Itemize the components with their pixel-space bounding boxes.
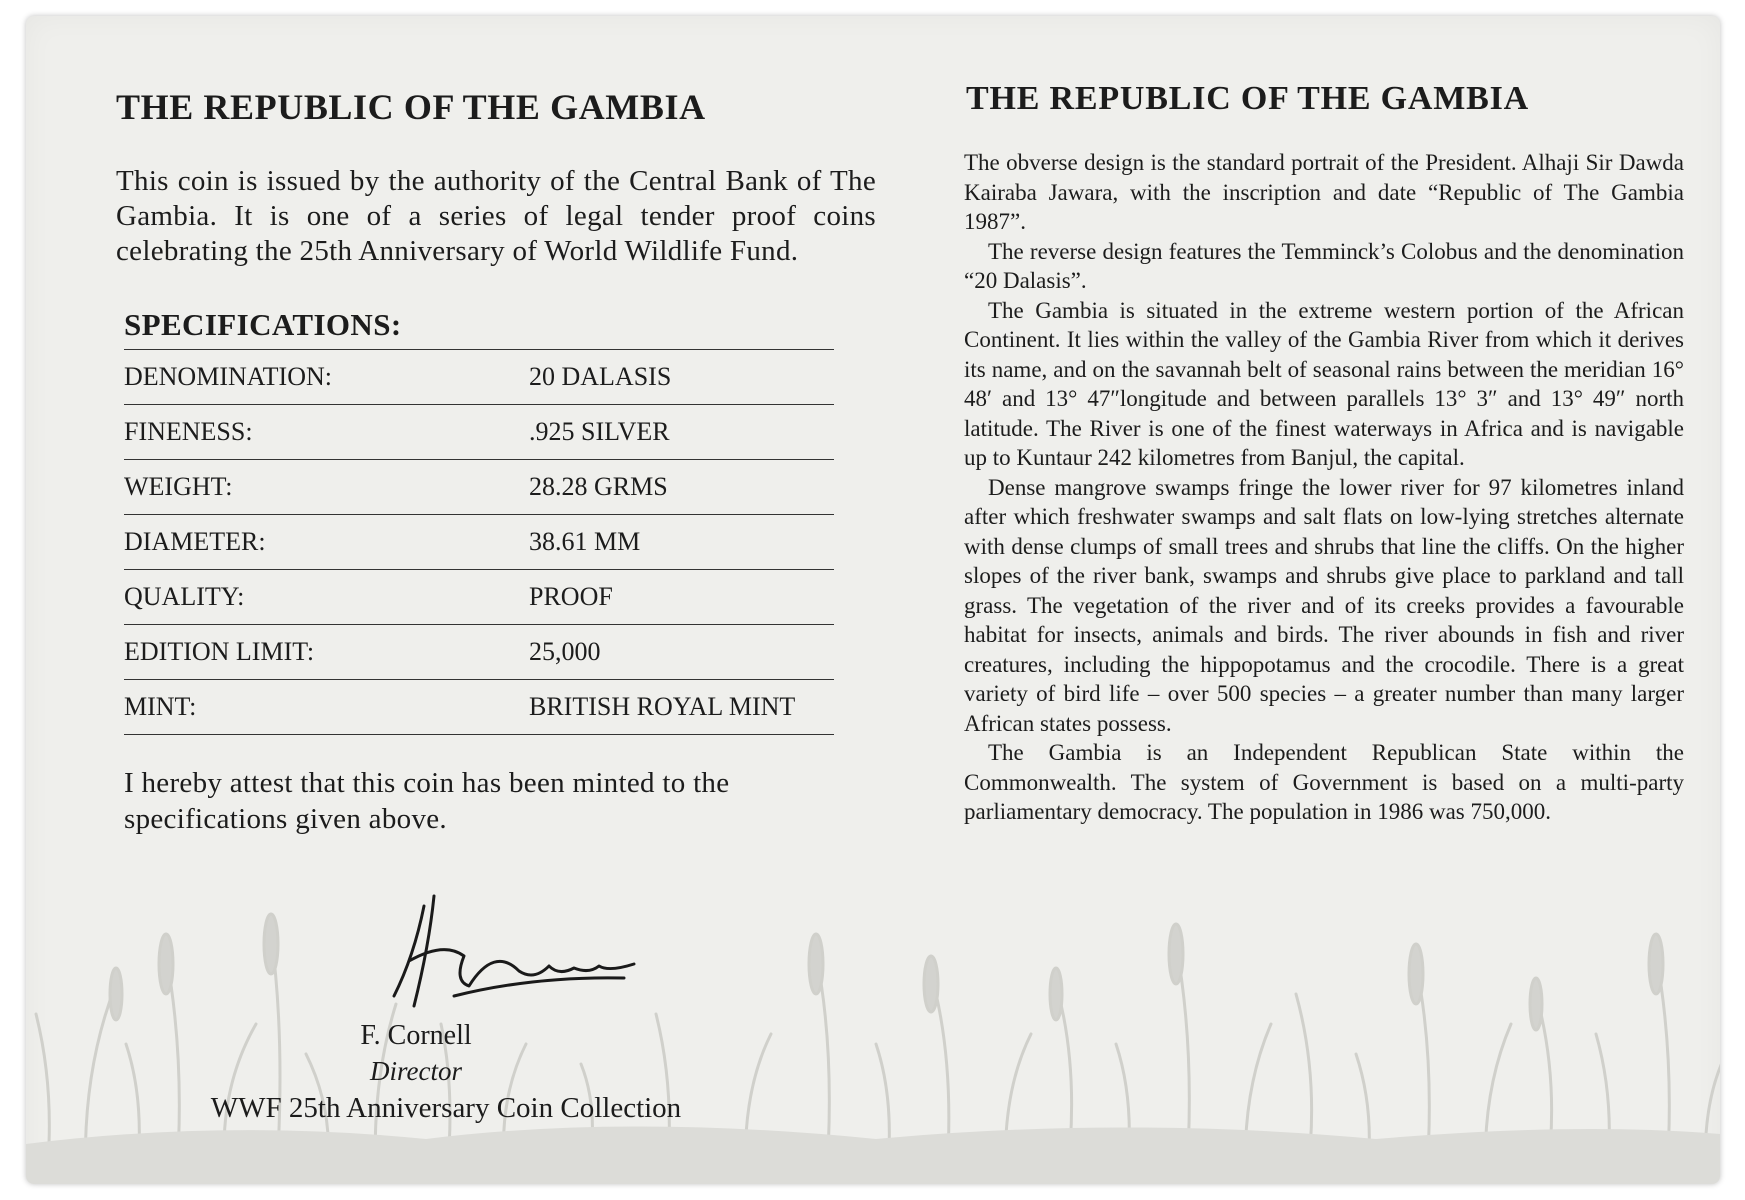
specifications-heading: SPECIFICATIONS: — [124, 307, 402, 342]
left-title: THE REPUBLIC OF THE GAMBIA — [116, 87, 706, 127]
spec-value: 38.61 MM — [529, 515, 834, 570]
paragraph-obverse: The obverse design is the standard portrait of the President. Alhaji Sir Dawda Kairaba Jawara, with the inscription and date “Republic of The Gambia 1987”. — [964, 150, 1684, 234]
left-panel — [116, 86, 876, 1124]
table-row — [124, 460, 834, 515]
spec-label: FINENESS: — [124, 405, 529, 460]
description-body — [964, 148, 1684, 827]
signer-name: F. Cornell — [360, 1020, 472, 1051]
spec-label: QUALITY: — [124, 570, 529, 625]
spec-label: DENOMINATION: — [124, 350, 529, 405]
paragraph-geography: The Gambia is situated in the extreme western portion of the African Continent. It lies within the valley of the Gambia River from which it derives its name, and on the savannah belt of seasonal rains between the meridian 16° 48′ and 13° 47″longitude and between parallels 13° 3″ and 13° 49″ north latitude. The River is one of the finest waterways in Africa and is navigable up to Kuntaur 242 kilometres from Banjul, the capital. — [964, 297, 1684, 470]
paragraph-vegetation: Dense mangrove swamps fringe the lower river for 97 kilometres inland after which freshwater swamps and salt flats on low-lying stretches alternate with dense clumps of small trees and shrubs that line the cliffs. On the higher slopes of the river bank, swamps and shrubs give place to parkland and tall grass. The vegetation of the river and of its creeks provides a favourable habitat for insects, animals and birds. The river abounds in fish and river creatures, including the hippopotamus and the crocodile. There is a great variety of bird life – over 500 species – a greater number than many larger African states possess. — [964, 474, 1684, 736]
table-row — [124, 625, 834, 680]
spec-value: PROOF — [529, 570, 834, 625]
table-row — [124, 570, 834, 625]
table-row — [124, 680, 834, 735]
paragraph-reverse: The reverse design features the Temminck’s Colobus and the denomination “20 Dalasis”. — [964, 238, 1684, 293]
right-title: THE REPUBLIC OF THE GAMBIA — [966, 80, 1529, 117]
spec-value: 28.28 GRMS — [529, 460, 834, 515]
attestation-text: I hereby attest that this coin has been minted to the specifications given above. — [124, 767, 730, 835]
spec-label: EDITION LIMIT: — [124, 625, 529, 680]
collection-name: WWF 25th Anniversary Coin Collection — [210, 1092, 682, 1124]
spec-label: DIAMETER: — [124, 515, 529, 570]
specifications-table — [124, 349, 834, 735]
spec-value: 25,000 — [529, 625, 834, 680]
intro-text: This coin is issued by the authority of the Central Bank of The Gambia. It is one of a series of legal tender proof coins celebrating the 25th Anniversary of World Wildlife Fund. — [116, 165, 876, 267]
table-row — [124, 515, 834, 570]
signature-image — [384, 886, 654, 1026]
table-row — [124, 405, 834, 460]
table-row — [124, 350, 834, 405]
certificate-card — [26, 16, 1720, 1184]
spec-value: .925 SILVER — [529, 405, 834, 460]
paragraph-government: The Gambia is an Independent Republican State within the Commonwealth. The system of Government is based on a multi-party parliamentary democracy. The population in 1986 was 750,000. — [964, 740, 1684, 824]
spec-value: 20 DALASIS — [529, 350, 834, 405]
spec-label: MINT: — [124, 680, 529, 735]
signer-title: Director — [370, 1056, 462, 1086]
spec-value: BRITISH ROYAL MINT — [529, 680, 834, 735]
right-panel — [964, 80, 1684, 827]
spec-label: WEIGHT: — [124, 460, 529, 515]
signer-block — [116, 1018, 826, 1126]
